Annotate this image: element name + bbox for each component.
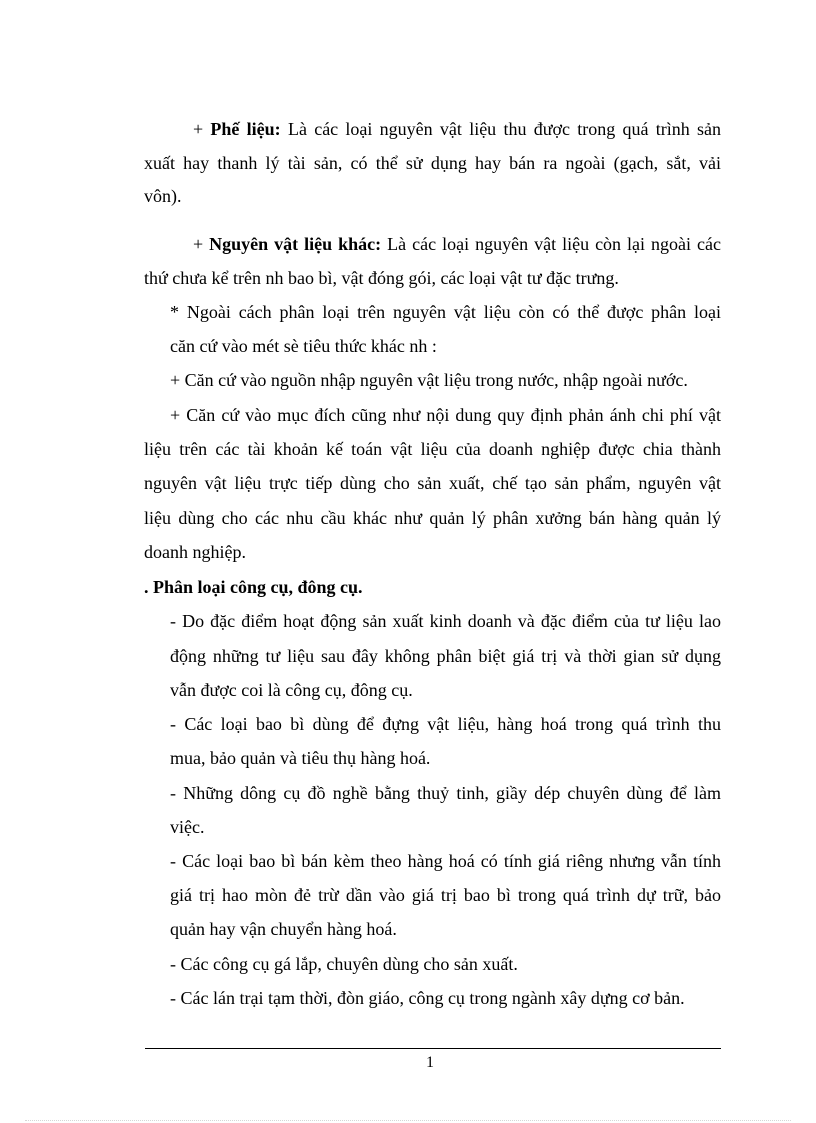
para-nvl-khac-line-2: thứ chưa kể trên nh bao bì, vật đóng gói, các loại vật tư đặc trưng.	[144, 268, 619, 288]
text: Là các loại nguyên vật liệu thu được trong quá trình sản	[280, 119, 721, 139]
term-nvl-khac: Nguyên vật liệu khác:	[209, 234, 382, 254]
item-do-dac-diem-line-2: động những tư liệu sau đây không phân biệt giá trị và thời gian sử dụng	[170, 646, 721, 666]
term-phe-lieu: Phế liệu:	[210, 119, 281, 139]
footer-divider	[145, 1048, 721, 1049]
para-muc-dich-line-5: doanh nghiệp.	[144, 542, 246, 562]
item-ban-kem-line-1: - Các loại bao bì bán kèm theo hàng hoá có tính giá riêng nhưng vẫn tính	[170, 851, 721, 871]
para-muc-dich-line-1: + Căn cứ vào mục đích cũng như nội dung quy định phản ánh chi phí vật	[170, 405, 721, 425]
para-phe-lieu-line-3: vôn).	[144, 186, 182, 206]
item-ga-lap: - Các công cụ gá lắp, chuyên dùng cho sản xuất.	[170, 954, 518, 974]
page-number: 1	[426, 1054, 434, 1071]
para-muc-dich-line-3: nguyên vật liệu trực tiếp dùng cho sản xuất, chế tạo sản phẩm, nguyên vật	[144, 473, 721, 493]
para-muc-dich-line-2: liệu trên các tài khoản kế toán vật liệu của doanh nghiệp được chia thành	[144, 439, 721, 459]
section-heading: . Phân loại công cụ, đông cụ.	[144, 577, 363, 597]
text: Là các loại nguyên vật liệu còn lại ngoài các	[381, 234, 721, 254]
item-dong-cu-line-1: - Những dông cụ đồ nghề bằng thuỷ tinh, giầy dép chuyên dùng để làm	[170, 783, 721, 803]
para-phe-lieu-line-2: xuất hay thanh lý tài sản, có thể sử dụng hay bán ra ngoài (gạch, sắt, vải	[144, 153, 721, 173]
para-nvl-khac-line-1	[193, 233, 721, 255]
para-nguon-nhap: + Căn cứ vào nguồn nhập nguyên vật liệu trong nước, nhập ngoài nước.	[170, 370, 688, 390]
item-do-dac-diem-line-3: vẫn được coi là công cụ, đông cụ.	[170, 680, 413, 700]
para-ngoai-cach-line-2: căn cứ vào mét sè tiêu thức khác nh :	[170, 336, 437, 356]
item-lan-trai: - Các lán trại tạm thời, đòn giáo, công cụ trong ngành xây dựng cơ bản.	[170, 988, 685, 1008]
lead-plus: +	[193, 234, 210, 254]
page-bottom-edge	[25, 1120, 791, 1121]
item-dong-cu-line-2: việc.	[170, 817, 205, 837]
item-ban-kem-line-2: giá trị hao mòn đẻ trừ dần vào giá trị bao bì trong quá trình dự trữ, bảo	[170, 885, 721, 905]
item-bao-bi-line-2: mua, bảo quản và tiêu thụ hàng hoá.	[170, 748, 431, 768]
item-bao-bi-line-1: - Các loại bao bì dùng để đựng vật liệu, hàng hoá trong quá trình thu	[170, 714, 721, 734]
item-ban-kem-line-3: quản hay vận chuyển hàng hoá.	[170, 919, 397, 939]
lead-plus: +	[193, 119, 211, 139]
para-muc-dich-line-4: liệu dùng cho các nhu cầu khác như quản lý phân xưởng bán hàng quản lý	[144, 508, 721, 528]
para-ngoai-cach-line-1: * Ngoài cách phân loại trên nguyên vật liệu còn có thể được phân loại	[170, 302, 721, 322]
para-phe-lieu-line-1	[193, 118, 721, 140]
item-do-dac-diem-line-1: - Do đặc điểm hoạt động sản xuất kinh doanh và đặc điểm của tư liệu lao	[170, 611, 721, 631]
